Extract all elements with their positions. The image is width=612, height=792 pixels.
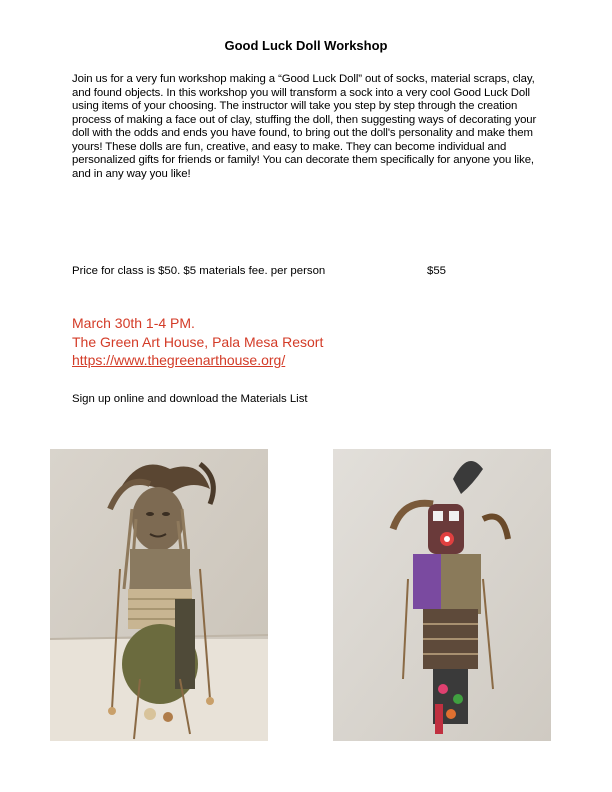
page-title: Good Luck Doll Workshop [224,38,388,53]
signup-instructions: Sign up online and download the Materials List [72,393,308,405]
event-website-link[interactable]: https://www.thegreenarthouse.org/ [72,352,286,368]
workshop-description: Join us for a very fun workshop making a “Good Luck Doll” out of socks, material scraps, clay, and found objects. In this workshop you will transform a sock into a very cool Good Luck Doll using items of your choosing. The instructor will take you step by step through the creation process of making a face out of clay, stuffing the doll, then suggesting ways of decorating your doll with the odds and ends you have found, to bring out the doll's personality and make them yours! These dolls are fun, creative, and easy to make. They can become individual and personalized gifts for friends or family! You can decorate them specifically for anyone you like, and in any way you like! [72,73,537,180]
doll-photo-left [50,449,268,741]
event-date: March 30th 1-4 PM. [72,315,195,331]
event-location: The Green Art House, Pala Mesa Resort [72,333,324,350]
price-total: $55 [427,265,447,277]
price-description: Price for class is $50. $5 materials fee. per person [72,265,326,277]
event-details [72,314,323,370]
doll-photo-right [333,449,551,741]
